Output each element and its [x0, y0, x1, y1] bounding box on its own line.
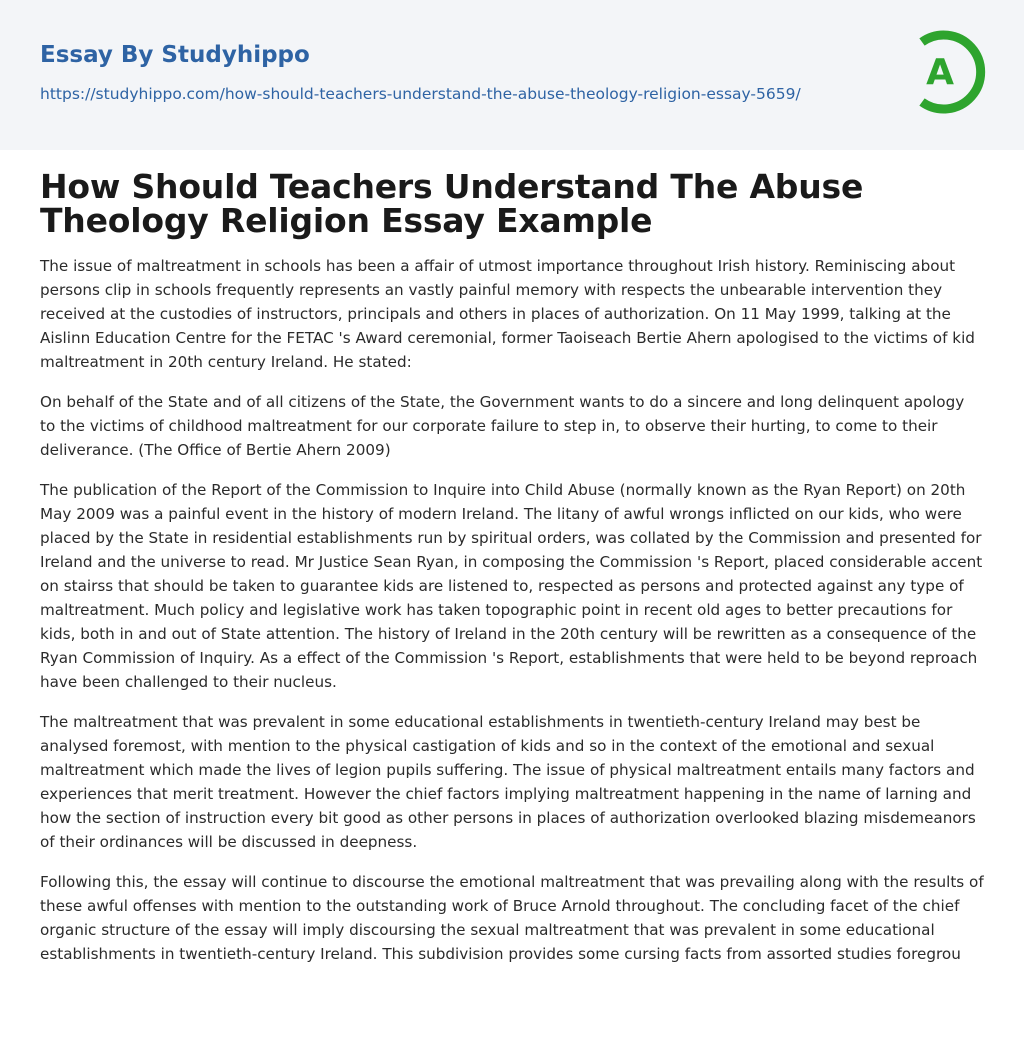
- article-paragraph-5: Following this, the essay will continue to discourse the emotional maltreatment that was prevailing along with the results of these awful offenses with mention to the outstanding work of Bruce Arnold throughout. The concluding facet of the chief organic structure of the essay will imply discoursing the sexual maltreatment that was prevalent in some educational establishments in twentieth-century Ireland. This subdivision provides some cursing facts from assorted studies foregrou: [40, 873, 984, 963]
- site-brand[interactable]: Essay By Studyhippo: [40, 42, 310, 68]
- logo-letter: A: [926, 52, 954, 93]
- article-paragraph-2: On behalf of the State and of all citizens of the State, the Government wants to do a sincere and long delinquent apology to the victims of childhood maltreatment for our corporate failure to step in, to observe their hurting, to come to their deliverance. (The Office of Bertie Ahern 2009): [40, 393, 965, 459]
- article-title: How Should Teachers Understand The Abuse Theology Religion Essay Example: [40, 167, 864, 240]
- site-header: [0, 0, 1024, 150]
- studyhippo-logo-icon[interactable]: [906, 28, 986, 116]
- article: [0, 150, 1024, 966]
- source-url-link[interactable]: https://studyhippo.com/how-should-teachers-understand-the-abuse-theology-religion-essay-5659/: [40, 85, 801, 103]
- article-paragraph-4: The maltreatment that was prevalent in some educational establishments in twentieth-century Ireland may best be analysed foremost, with mention to the physical castigation of kids and so in the context of the emotional and sexual maltreatment which made the lives of legion pupils suffering. The issue of physical maltreatment entails many factors and experiences that merit treatment. However the chief factors implying maltreatment happening in the name of larning and how the section of instruction every bit good as other persons in places of authorization overlooked blazing misdemeanors of their ordinances will be discussed in deepness.: [40, 713, 976, 851]
- article-paragraph-3: The publication of the Report of the Commission to Inquire into Child Abuse (normally known as the Ryan Report) on 20th May 2009 was a painful event in the history of modern Ireland. The litany of awful wrongs inflicted on our kids, who were placed by the State in residential establishments run by spiritual orders, was collated by the Commission and presented for Ireland and the universe to read. Mr Justice Sean Ryan, in composing the Commission 's Report, placed considerable accent on stairss that should be taken to guarantee kids are listened to, respected as persons and protected against any type of maltreatment. Much policy and legislative work has taken topographic point in recent old ages to better precautions for kids, both in and out of State attention. The history of Ireland in the 20th century will be rewritten as a consequence of the Ryan Commission of Inquiry. As a effect of the Commission 's Report, establishments that were held to be beyond reproach have been challenged to their nucleus.: [40, 481, 983, 691]
- article-paragraph-1: The issue of maltreatment in schools has been a affair of utmost importance throughout Irish history. Reminiscing about persons clip in schools frequently represents an vastly painful memory with respects the unbearable intervention they received at the custodies of instructors, principals and others in places of authorization. On 11 May 1999, talking at the Aislinn Education Centre for the FETAC 's Award ceremonial, former Taoiseach Bertie Ahern apologised to the victims of kid maltreatment in 20th century Ireland. He stated:: [40, 257, 975, 371]
